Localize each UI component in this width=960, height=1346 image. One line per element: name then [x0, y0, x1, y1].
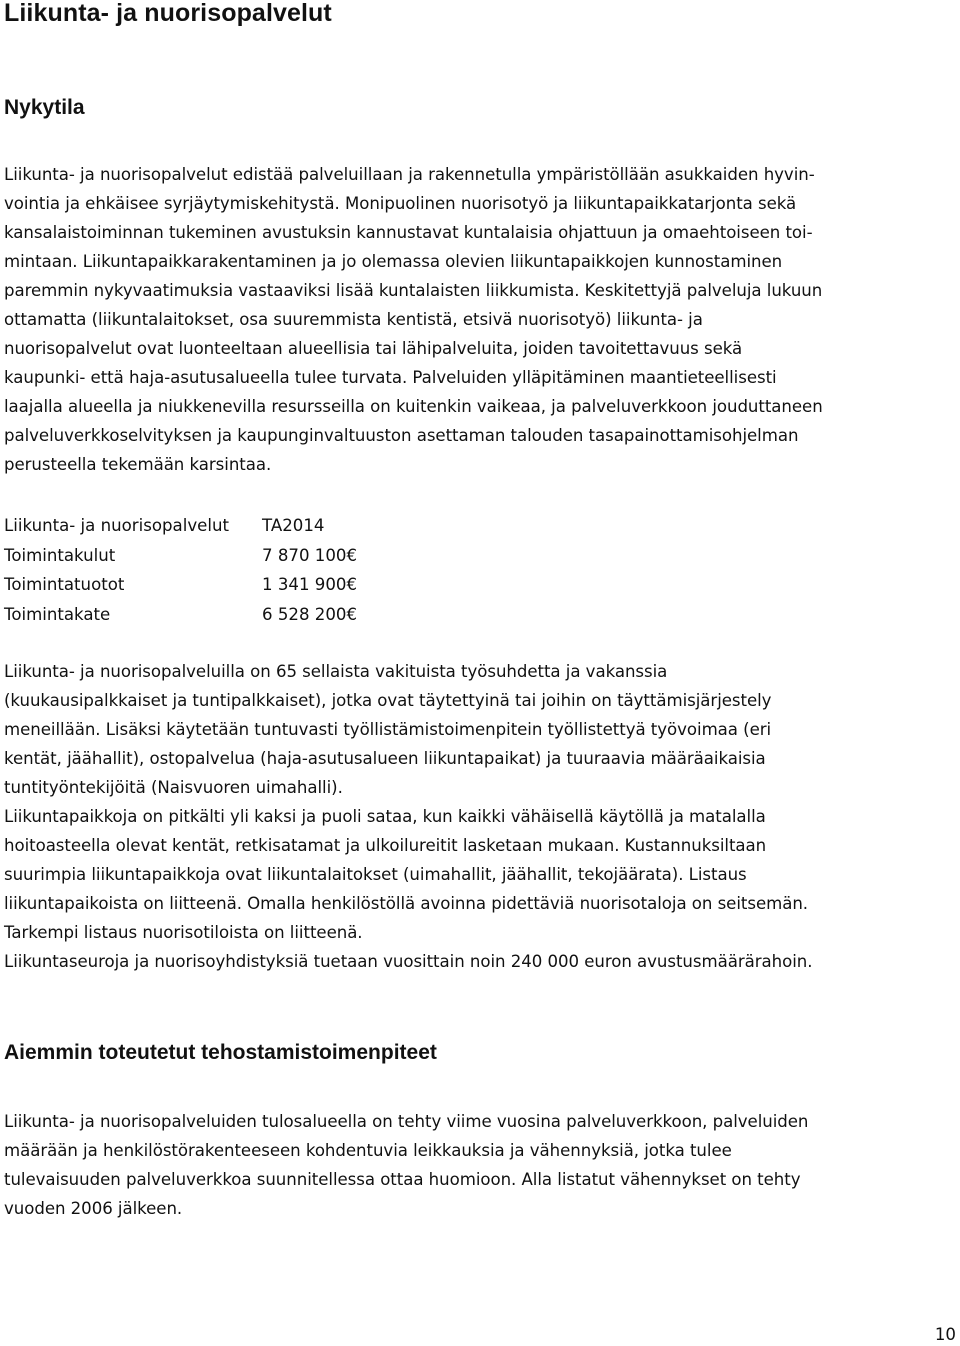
text-line: Liikuntapaikkoja on pitkälti yli kaksi ja puoli sataa, kun kaikki vähäisellä käytöllä ja matalalla: [4, 807, 766, 826]
text-line: suurimpia liikuntapaikkoja ovat liikuntalaitokset (uimahallit, jäähallit, tekojäärata). Listaus: [4, 865, 747, 884]
text-line: liikuntapaikoista on liitteenä. Omalla henkilöstöllä avoinna pidettäviä nuorisotaloja on seitsemän.: [4, 894, 809, 913]
text-line: kaupunki- että haja-asutusalueella tulee turvata. Palveluiden ylläpitäminen maantieteellisesti: [4, 368, 777, 387]
financial-row-value: 6 528 200€: [262, 604, 358, 624]
text-line: ottamatta (liikuntalaitokset, osa suuremmista kentistä, etsivä nuorisotyö) liikunta- ja: [4, 310, 703, 329]
financial-row: [4, 541, 402, 571]
text-line: meneillään. Lisäksi käytetään tuntuvasti työllistämistoimenpitein työllistettyä työvoimaa (eri: [4, 720, 772, 739]
text-line: Liikuntaseuroja ja nuorisoyhdistyksiä tuetaan vuosittain noin 240 000 euron avustusmäärärahoin.: [4, 952, 813, 971]
financial-row-label: Toimintakulut: [4, 545, 116, 565]
text-line: vointia ja ehkäisee syrjäytymiskehitystä. Monipuolinen nuorisotyö ja liikuntapaikkatarjonta sekä: [4, 194, 797, 213]
text-line: mintaan. Liikuntapaikkarakentaminen ja jo olemassa olevien liikuntapaikkojen kunnostaminen: [4, 252, 783, 271]
reductions-paragraph: [4, 1107, 956, 1223]
text-line: kansalaistoiminnan tukeminen avustuksin kannustavat kuntalaisia ohjattuun ja omaehtoiseen toi-: [4, 223, 813, 242]
financial-row: [4, 570, 402, 600]
document-title: Liikunta- ja nuorisopalvelut: [4, 0, 332, 27]
text-line: hoitoasteella olevat kentät, retkisatamat ja ulkoilureitit lasketaan mukaan. Kustannuksiltaan: [4, 836, 767, 855]
section-heading-aiemmin: Aiemmin toteutetut tehostamistoimenpiteet: [4, 1041, 437, 1064]
page-number: 10: [934, 1325, 956, 1344]
financial-header-value: TA2014: [262, 516, 325, 535]
financial-row-value: 7 870 100€: [262, 545, 358, 565]
text-line: vuoden 2006 jälkeen.: [4, 1199, 183, 1218]
text-line: nuorisopalvelut ovat luonteeltaan alueellisia tai lähipalveluita, joiden tavoitettavuus sekä: [4, 339, 743, 358]
text-line: määrään ja henkilöstörakenteeseen kohdentuvia leikkauksia ja vähennyksiä, jotka tulee: [4, 1141, 732, 1160]
financial-row-label: Toimintakate: [4, 604, 111, 624]
financial-row-value: 1 341 900€: [262, 575, 358, 594]
section-heading-nykytila: Nykytila: [4, 96, 85, 119]
facilities-paragraph: [4, 802, 956, 976]
financial-row-label: Toimintatuotot: [4, 575, 125, 594]
staff-paragraph: [4, 657, 956, 802]
text-line: palveluverkkoselvityksen ja kaupunginvaltuuston asettaman talouden tasapainottamisohjelman: [4, 426, 799, 445]
text-line: Tarkempi listaus nuorisotiloista on liitteenä.: [4, 923, 363, 942]
text-line: (kuukausipalkkaiset ja tuntipalkkaiset), jotka ovat täytettyinä tai joihin on täyttämisjärjestely: [4, 691, 772, 710]
text-line: perusteella tekemään karsintaa.: [4, 455, 272, 474]
intro-paragraph: [4, 160, 956, 479]
financial-row: [4, 600, 402, 630]
text-line: tulevaisuuden palveluverkkoa suunnitellessa ottaa huomioon. Alla listatut vähennykset on tehty: [4, 1170, 801, 1189]
financial-header-row: [4, 511, 402, 541]
text-line: Liikunta- ja nuorisopalveluilla on 65 sellaista vakituista työsuhdetta ja vakanssia: [4, 662, 668, 681]
text-line: Liikunta- ja nuorisopalveluiden tulosalueella on tehty viime vuosina palveluverkkoon, palveluiden: [4, 1112, 809, 1131]
financial-header-label: Liikunta- ja nuorisopalvelut: [4, 516, 229, 535]
text-line: paremmin nykyvaatimuksia vastaaviksi lisää kuntalaisten liikkumista. Keskitettyjä palveluja lukuun: [4, 281, 823, 300]
financial-summary-table: [4, 511, 402, 629]
text-line: tuntityöntekijöitä (Naisvuoren uimahalli).: [4, 778, 343, 797]
text-line: kentät, jäähallit), ostopalvelua (haja-asutusalueen liikuntapaikat) ja tuuraavia määräaikaisia: [4, 749, 766, 768]
text-line: laajalla alueella ja niukkenevilla resursseilla on kuitenkin vaikeaa, ja palveluverkkoon jouduttaneen: [4, 397, 823, 416]
text-line: Liikunta- ja nuorisopalvelut edistää palveluillaan ja rakennetulla ympäristöllään asukkaiden hyvin-: [4, 165, 815, 184]
